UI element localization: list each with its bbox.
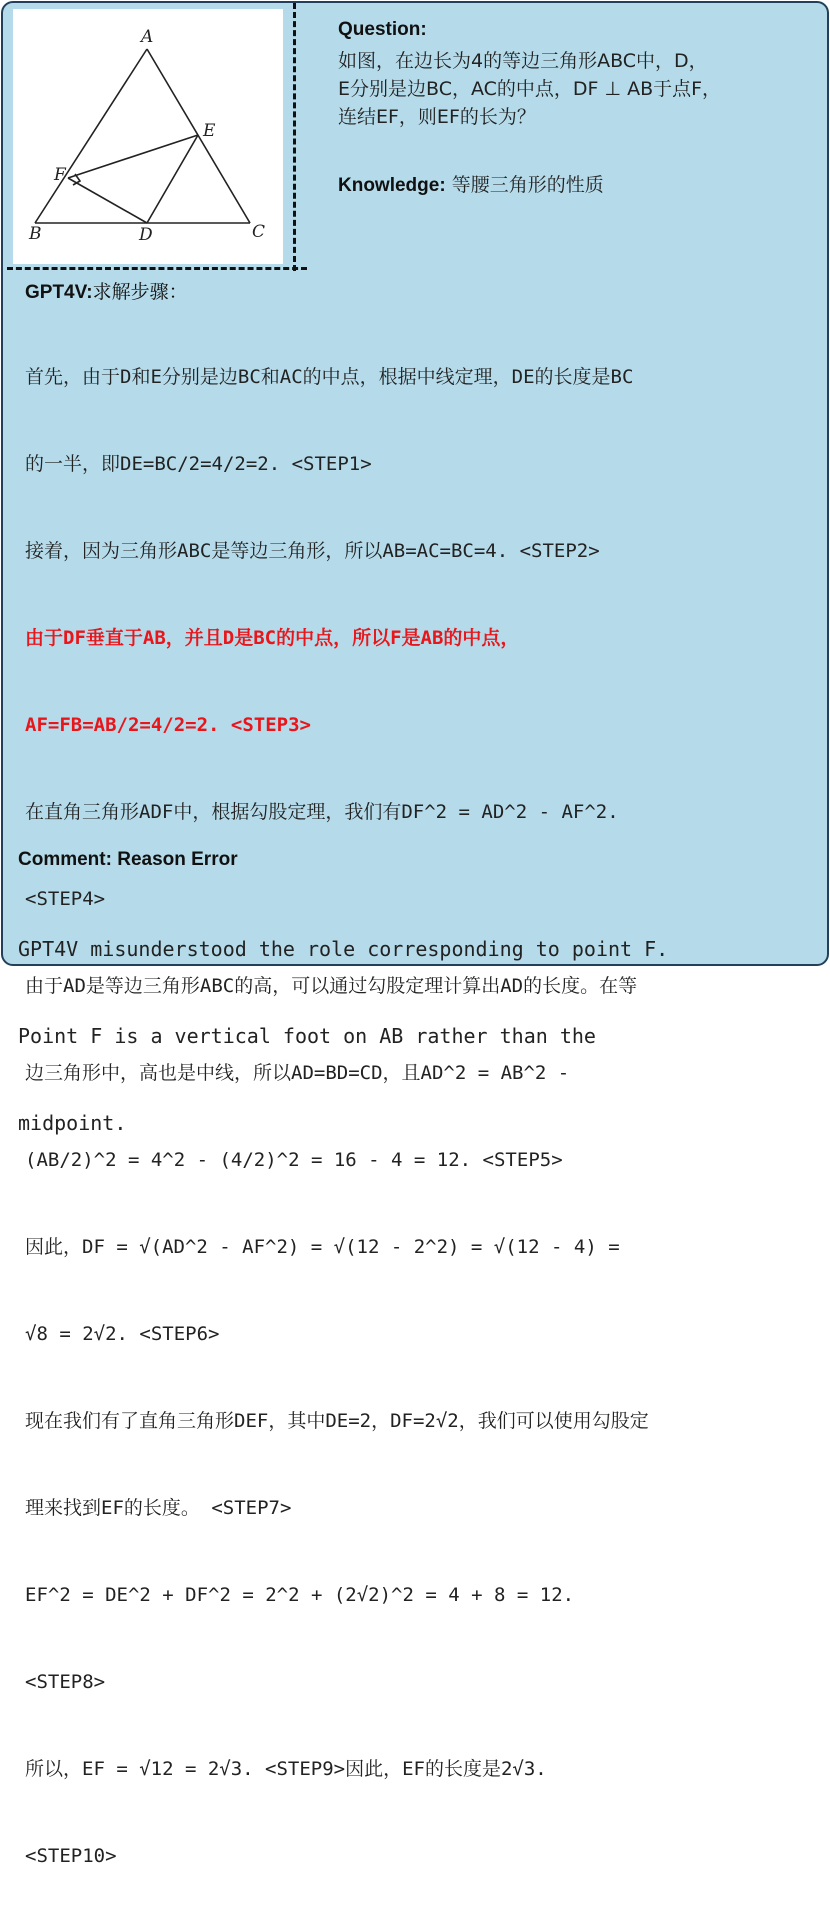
step-line: EF^2 = DE^2 + DF^2 = 2^2 + (2√2)^2 = 4 + 8 = 12.: [25, 1584, 575, 1606]
point-label-f: F: [54, 165, 66, 185]
step-line: 边三角形中，高也是中线，所以AD=BD=CD，且AD^2 = AB^2 -: [25, 1062, 570, 1084]
comment-line: GPT4V misunderstood the role corresponding to point F.: [18, 937, 669, 961]
step-line-error: AF=FB=AB/2=4/2=2. <STEP3>: [25, 714, 311, 736]
step-line: 现在我们有了直角三角形DEF，其中DE=2，DF=2√2，我们可以使用勾股定: [25, 1410, 649, 1432]
step-line: 接着，因为三角形ABC是等边三角形，所以AB=AC=BC=4. <STEP2>: [25, 540, 600, 562]
point-label-c: C: [252, 222, 266, 242]
point-label-d: D: [139, 225, 153, 245]
segment-fd: [68, 178, 147, 223]
step-line-error: 由于DF垂直于AB，并且D是BC的中点，所以F是AB的中点，: [25, 627, 520, 649]
comment-title: Comment: Reason Error: [18, 849, 238, 870]
question-text: [338, 47, 813, 131]
knowledge-title: Knowledge:: [338, 175, 446, 196]
question-line: 连结EF，则EF的长为？: [338, 106, 536, 128]
geometry-figure: [13, 9, 283, 264]
question-line: E分别是边BC，AC的中点，DF ⊥ AB于点F，: [338, 78, 722, 100]
problem-card: [1, 1, 829, 1867]
step-line: 理来找到EF的长度。 <STEP7>: [25, 1497, 292, 1519]
step-line: 由于AD是等边三角形ABC的高，可以通过勾股定理计算出AD的长度。在等: [25, 975, 638, 997]
gpt4v-title: GPT4V:: [25, 282, 93, 303]
gpt4v-header: [25, 277, 188, 304]
step-line: 的一半，即DE=BC/2=4/2=2. <STEP1>: [25, 453, 372, 475]
dashed-divider-horizontal: [7, 267, 307, 270]
side-ab: [35, 49, 147, 223]
step-line: 首先，由于D和E分别是边BC和AC的中点，根据中线定理，DE的长度是BC: [25, 366, 634, 388]
point-label-b: B: [29, 224, 42, 244]
question-title: Question:: [338, 19, 427, 40]
segment-de: [147, 135, 198, 223]
step-line: (AB/2)^2 = 4^2 - (4/2)^2 = 16 - 4 = 12. <STEP5>: [25, 1149, 563, 1171]
comment-line: Point F is a vertical foot on AB rather than the: [18, 1024, 596, 1048]
step-line: √8 = 2√2. <STEP6>: [25, 1323, 220, 1345]
knowledge-text: 等腰三角形的性质: [451, 174, 604, 196]
step-line: <STEP4>: [25, 888, 106, 910]
step-line: <STEP10>: [25, 1845, 117, 1867]
knowledge-row: [338, 170, 604, 197]
dashed-divider-vertical: [293, 3, 296, 271]
gpt4v-subtitle: 求解步骤：: [92, 281, 188, 303]
step-line: <STEP8>: [25, 1671, 106, 1693]
point-label-e: E: [203, 121, 216, 141]
question-line: 如图，在边长为4的等边三角形ABC中，D，: [338, 50, 708, 72]
comment-line: midpoint.: [18, 1111, 127, 1135]
comment-text: [18, 877, 818, 1196]
step-line: 在直角三角形ADF中，根据勾股定理，我们有DF^2 = AD^2 - AF^2.: [25, 801, 619, 823]
step-line: 所以，EF = √12 = 2√3. <STEP9>因此，EF的长度是2√3.: [25, 1758, 547, 1780]
step-line: 因此，DF = √(AD^2 - AF^2) = √(12 - 2^2) = √(12 - 4) =: [25, 1236, 620, 1258]
point-label-a: A: [141, 27, 154, 47]
